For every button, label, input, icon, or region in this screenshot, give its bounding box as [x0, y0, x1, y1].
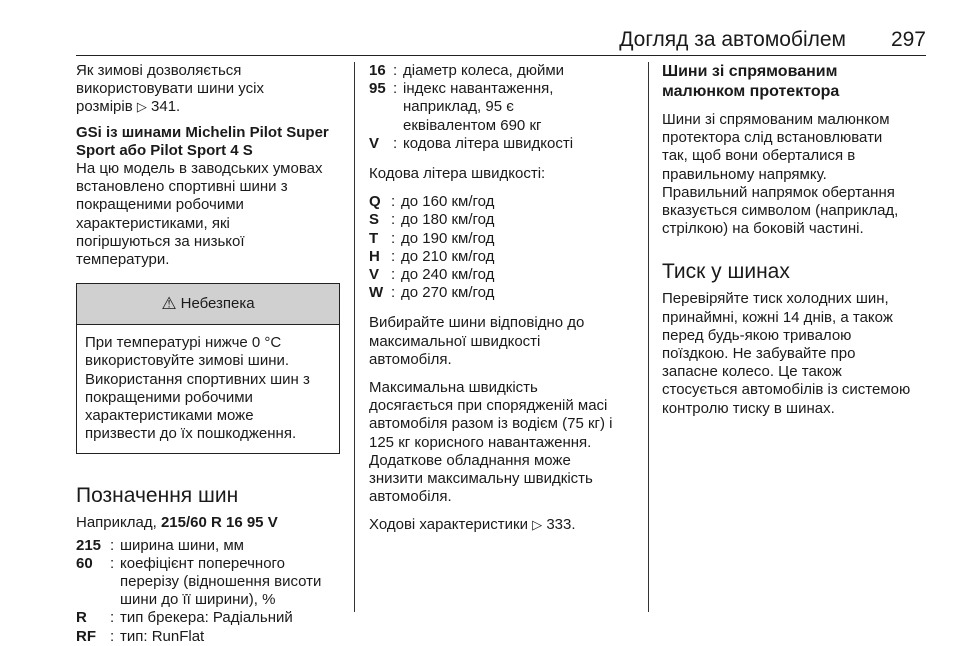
definition-item: 95 : індекс навантаження, наприклад, 95 є еквівалентом 690 кг [369, 80, 554, 134]
column-divider [354, 62, 355, 612]
warning-text: При температурі нижче 0 °C використовуйте зимові шини. Використання спортивних шин з покращеними робочими характеристиками може призвести до їх пошкодження. [85, 334, 310, 443]
definition-item: 215 : ширина шини, мм [76, 536, 244, 554]
directional-tires-paragraph: Шини зі спрямованим малюнком протектора слід встановлювати так, щоб вони оберталися в правильному напрямку. Правильний напрямок обертання вказується символом (наприклад, стрілкою) на боковій частині. [662, 111, 899, 238]
header-rule [76, 55, 926, 56]
page-ref-arrow-icon: ▷ [136, 99, 147, 115]
page-ref-link[interactable]: 333. [546, 516, 576, 534]
speed-code-item: H : до 210 км/год [369, 247, 495, 265]
speed-code-item: Q : до 160 км/год [369, 193, 495, 211]
definition-item: R : тип брекера: Радіальний [76, 609, 293, 627]
speed-code-item: T : до 190 км/год [369, 229, 495, 247]
warning-title: Небезпека [180, 295, 255, 313]
column-divider [648, 62, 649, 612]
definition-item: 16 : діаметр колеса, дюйми [369, 62, 565, 79]
warning-box [76, 283, 340, 454]
warning-header [77, 284, 339, 325]
page-ref-link[interactable]: 341. [151, 98, 181, 116]
driving-characteristics-line: Ходові характеристики ▷ 333. [369, 516, 576, 534]
tire-pressure-paragraph: Перевіряйте тиск холодних шин, принаймні, кожні 14 днів, а також перед будь-якою тривалою поїздкою. Не забувайте про запасне колесо. Це також стосується автомобілів із системою контролю тиску в шинах. [662, 290, 911, 417]
section-heading-tire-designation: Позначення шин [76, 484, 239, 508]
speed-code-item: S : до 180 км/год [369, 211, 495, 229]
max-speed-paragraph: Максимальна швидкість досягається при спорядженій масі автомобіля разом із водієм (75 кг) і 125 кг корисного навантаження. Додаткове обладнання може знизити максимальну швидкість автомобіля. [369, 379, 613, 506]
column-left [76, 62, 342, 646]
intro-paragraph: Як зимові дозволяється використовувати шини усіх розмірів ▷ 341. [76, 62, 264, 116]
definition-item: V : кодова літера швидкості [369, 134, 574, 152]
page-title: Догляд за автомобілем [619, 28, 846, 51]
speed-code-label: Кодова літера швидкості: [369, 165, 546, 183]
example-value: 215/60 R 16 95 V [160, 514, 278, 532]
page-number: 297 [890, 28, 926, 51]
page-header [76, 28, 926, 52]
definition-item: RF : тип: RunFlat [76, 627, 205, 645]
directional-tires-heading: Шини зі спрямованим малюнком протектора [662, 63, 840, 100]
example-line: Наприклад, 215/60 R 16 95 V [76, 514, 278, 532]
speed-code-item: W : до 270 км/год [369, 284, 495, 302]
column-middle [369, 62, 635, 542]
gsi-paragraph: На цю модель в заводських умовах встановлено спортивні шини з покращеними робочими характеристиками, які погіршуються за низької температури. [76, 160, 323, 269]
warning-triangle-icon: ⚠ [161, 294, 177, 314]
speed-code-list [369, 193, 635, 302]
gsi-heading: GSi із шинами Michelin Pilot Super Sport або Pilot Sport 4 S [76, 123, 329, 159]
definition-item: 60 : коефіцієнт поперечного перерізу (відношення висоти шини до її ширини), % [76, 554, 322, 609]
page-ref-arrow-icon: ▷ [532, 517, 543, 533]
choose-tires-paragraph: Вибирайте шини відповідно до максимальної швидкості автомобіля. [369, 314, 585, 368]
speed-code-item: V : до 240 км/год [369, 266, 495, 284]
section-heading-tire-pressure: Тиск у шинах [662, 260, 790, 284]
column-right [662, 62, 928, 425]
